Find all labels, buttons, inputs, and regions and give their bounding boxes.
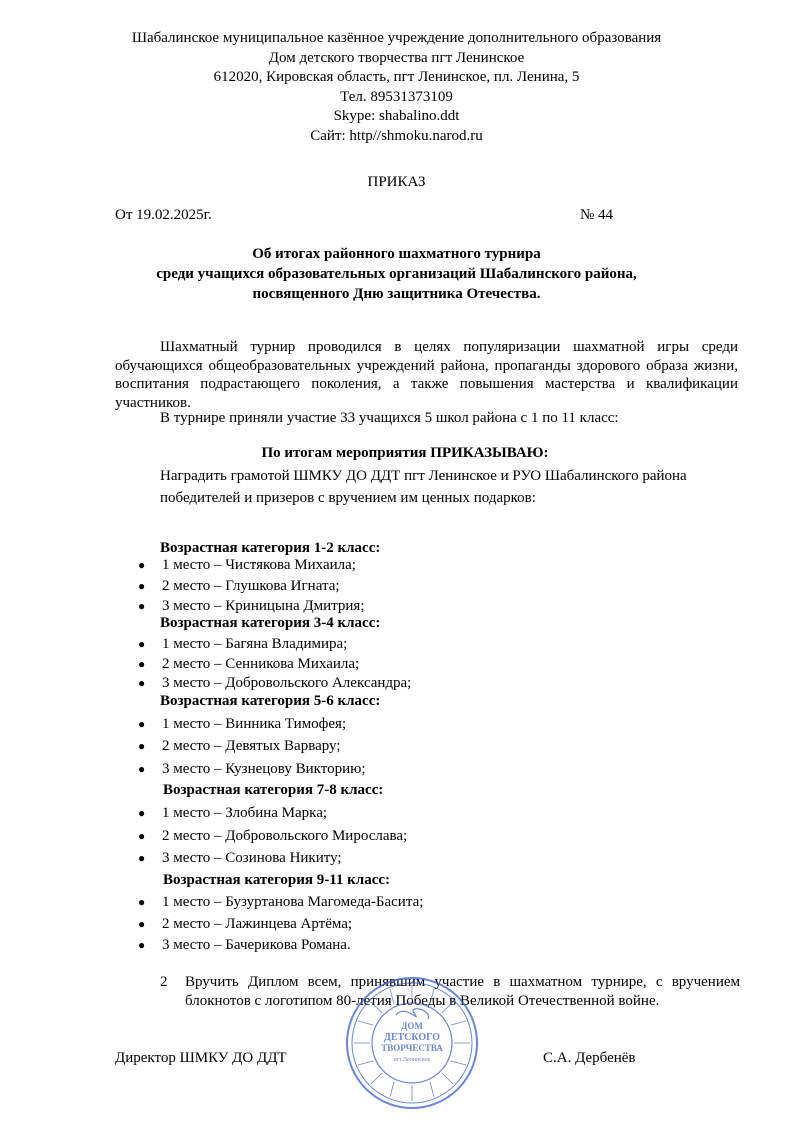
org-skype: Skype: shabalino.ddt bbox=[333, 108, 460, 124]
list-item-text: 2 место – Сенникова Михаила; bbox=[162, 656, 360, 672]
point-text: Вручить Диплом всем, принявшим участие в шахматном турнире, с вручением блокнотов с логотипом 80-летия Победы в Великой Отечественной войне. bbox=[185, 974, 740, 1009]
signature-scribble bbox=[396, 1009, 428, 1019]
bullet-icon: ● bbox=[138, 637, 146, 651]
list-item-text: 1 место – Злобина Марка; bbox=[162, 805, 328, 821]
list-item bbox=[138, 716, 346, 733]
bullet-icon: ● bbox=[138, 657, 146, 671]
bullet-icon: ● bbox=[138, 806, 146, 820]
list-item bbox=[138, 656, 359, 673]
list-item bbox=[138, 761, 366, 778]
order-line: победителей и призеров с вручением им ценных подарков: bbox=[160, 490, 536, 506]
list-item bbox=[138, 828, 407, 845]
org-phone: Тел. 89531373109 bbox=[340, 88, 453, 105]
org-name: Шабалинское муниципальное казённое учреждение дополнительного образования bbox=[131, 30, 662, 46]
list-item-text: 1 место – Чистякова Михаила; bbox=[162, 557, 356, 573]
stamp-text: ДОМ bbox=[401, 1021, 423, 1031]
category-heading: Возрастная категория 3-4 класс: bbox=[160, 615, 381, 631]
list-item bbox=[138, 675, 411, 692]
order-text bbox=[160, 465, 738, 509]
bullet-icon: ● bbox=[138, 739, 146, 753]
signatory-name: С.А. Дербенёв bbox=[543, 1050, 636, 1066]
document-title: ПРИКАЗ bbox=[367, 174, 426, 190]
bullet-icon: ● bbox=[138, 938, 146, 952]
list-item bbox=[138, 636, 347, 653]
list-item-text: 1 место – Винника Тимофея; bbox=[162, 716, 347, 732]
list-item-text: 3 место – Криницына Дмитрия; bbox=[162, 598, 365, 614]
stamp-text: пгт.Ленинское bbox=[393, 1057, 431, 1063]
order-heading: По итогам мероприятия ПРИКАЗЫВАЮ: bbox=[261, 445, 549, 461]
list-item bbox=[138, 916, 352, 933]
list-item bbox=[138, 598, 365, 615]
bullet-icon: ● bbox=[138, 917, 146, 931]
stamp-text: ТВОРЧЕСТВА bbox=[381, 1043, 443, 1053]
document-date: От 19.02.2025г. bbox=[115, 207, 212, 223]
bullet-icon: ● bbox=[138, 558, 146, 572]
org-address: 612020, Кировская область, пгт Ленинское, пл. Ленина, 5 bbox=[213, 69, 580, 85]
list-item-text: 1 место – Багяна Владимира; bbox=[162, 636, 348, 652]
list-item bbox=[138, 850, 342, 867]
signatory-position: Директор ШМКУ ДО ДДТ bbox=[115, 1050, 287, 1066]
stamp-text: ДЕТСКОГО bbox=[383, 1032, 441, 1043]
org-website: Сайт: http//shmoku.narod.ru bbox=[310, 127, 483, 144]
bullet-icon: ● bbox=[138, 895, 146, 909]
bullet-icon: ● bbox=[138, 829, 146, 843]
bullet-icon: ● bbox=[138, 851, 146, 865]
point-number: 2 bbox=[160, 974, 168, 990]
order-line: Наградить грамотой ШМКУ ДО ДДТ пгт Ленинское и РУО Шабалинского района bbox=[160, 468, 687, 484]
official-stamp bbox=[344, 975, 480, 1111]
list-item-text: 3 место – Кузнецову Викторию; bbox=[162, 761, 366, 777]
bullet-icon: ● bbox=[138, 762, 146, 776]
subject-line: посвященного Дню защитника Отечества. bbox=[252, 286, 541, 302]
list-item-text: 2 место – Лажинцева Артёма; bbox=[162, 916, 353, 932]
list-item bbox=[138, 578, 340, 595]
list-item-text: 2 место – Глушкова Игната; bbox=[162, 578, 340, 594]
list-item-text: 3 место – Созинова Никиту; bbox=[162, 850, 342, 866]
list-item bbox=[138, 937, 351, 954]
document-number: № 44 bbox=[580, 207, 614, 223]
subject-line: Об итогах районного шахматного турнира bbox=[252, 246, 541, 262]
purpose-paragraph: Шахматный турнир проводился в целях популяризации шахматной игры среди обучающихся общеобразовательных учреждений района, пропаганды здорового образа жизни, воспитания подрастающего поколения, а также повышения мастерства и квалификации участников. bbox=[115, 339, 738, 411]
list-item bbox=[138, 557, 356, 574]
category-heading: Возрастная категория 9-11 класс: bbox=[163, 872, 391, 888]
list-item bbox=[138, 805, 327, 822]
org-subname: Дом детского творчества пгт Ленинское bbox=[268, 49, 525, 66]
list-item-text: 1 место – Бузуртанова Магомеда-Басита; bbox=[162, 894, 424, 910]
category-heading: Возрастная категория 5-6 класс: bbox=[160, 693, 381, 709]
list-item bbox=[138, 738, 341, 755]
bullet-icon: ● bbox=[138, 599, 146, 613]
list-item-text: 3 место – Добровольского Александра; bbox=[162, 675, 412, 691]
subject-line: среди учащихся образовательных организаций Шабалинского района, bbox=[156, 266, 637, 282]
bullet-icon: ● bbox=[138, 676, 146, 690]
participants-paragraph: В турнире приняли участие 33 учащихся 5 школ района с 1 по 11 класс: bbox=[160, 410, 619, 426]
letterhead bbox=[0, 29, 793, 146]
bullet-icon: ● bbox=[138, 579, 146, 593]
list-item-text: 3 место – Бачерикова Романа. bbox=[162, 937, 351, 953]
document-subject bbox=[0, 244, 793, 304]
category-heading: Возрастная категория 7-8 класс: bbox=[163, 782, 384, 798]
list-item-text: 2 место – Девятых Варвару; bbox=[162, 738, 341, 754]
bullet-icon: ● bbox=[138, 717, 146, 731]
list-item bbox=[138, 894, 423, 911]
category-heading: Возрастная категория 1-2 класс: bbox=[160, 540, 381, 556]
list-item-text: 2 место – Добровольского Мирослава; bbox=[162, 828, 408, 844]
